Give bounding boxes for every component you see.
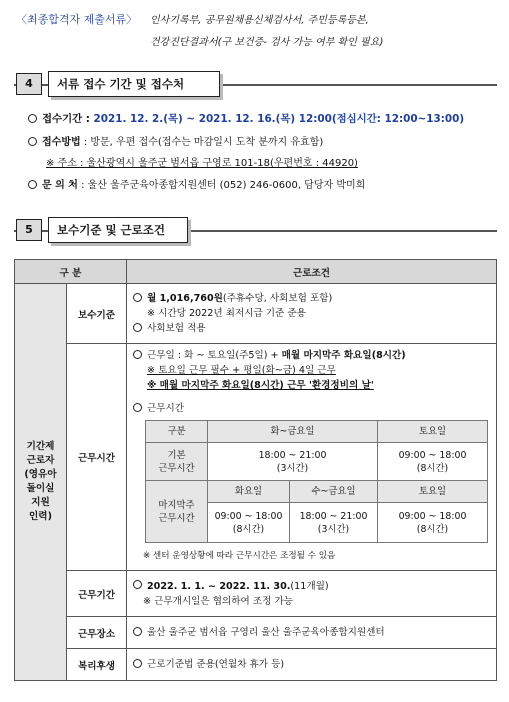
term-label: 근무기간	[67, 571, 127, 617]
work-conditions-table	[14, 259, 497, 681]
section4-number: 4	[16, 73, 42, 95]
term-cell: 2022. 1. 1. ~ 2022. 11. 30.(11개월) ※ 근무개시일은 협의하여 조정 가능	[127, 571, 497, 617]
period-value: 2021. 12. 2.(목) ~ 2021. 12. 16.(목) 12:00(점심시간: 12:00~13:00)	[93, 113, 465, 125]
bullet-circle-icon	[28, 114, 37, 123]
place-cell: 울산 울주군 범서읍 구영리 울산 울주군육아종합지원센터	[127, 617, 497, 649]
hours-note: ※ 센터 운영상황에 따라 근무시간은 조정될 수 있음	[143, 551, 336, 561]
col-header-category: 구 분	[15, 260, 127, 284]
address-line: ※ 주소 : 울산광역시 울주군 범서읍 구영로 101-18(우편번호 : 44920)	[46, 158, 358, 169]
bullet-circle-icon	[133, 403, 142, 412]
hours-cell: 근무일 : 화 ~ 토요일(주5일) + 매월 마지막주 화요일(8시간) ※ 토요일 근무 필수 + 평일(화~금) 4일 근무 ※ 매월 마지막주 화요일(8시간) 근무 '환경정비의 날' 근무시간 구분 화~금요일 토요일 기본 근무시간 18:00 ~ 21:00 (3시간) 09:00 ~ 18:00 (8시간) 마지막주 근무시간 화요일 수~금요일 토요일 09:00 ~ 18:00 (8시간) 18:00 ~ 21:00 (3시간) 09:00 ~ 18:00 (8시간) ※ 센터 운영상황에 따라 근무시간은 조정될 수 있음	[127, 344, 497, 571]
pay-label: 보수기준	[67, 284, 127, 344]
contact-line: 문 의 처 : 울산 울주군육아종합지원센터 (052) 246-0600, 담당자 박미희	[28, 176, 365, 191]
section5-title: 보수기준 및 근로조건	[48, 217, 188, 243]
hours-label: 근무시간	[67, 344, 127, 571]
final-docs-line2: 건강진단결과서(구 보건증- 검사 가능 여부 확인 필요)	[150, 37, 384, 48]
bullet-circle-icon	[133, 580, 142, 589]
bullet-circle-icon	[28, 180, 37, 189]
category-cell: 기간제 근로자 (영유아 돌이실 지원 인력)	[15, 284, 67, 681]
bullet-circle-icon	[133, 323, 142, 332]
final-docs-line1: 인사기록부, 공무원채용신체검사서, 주민등록등본,	[150, 15, 369, 26]
hours-grid: 구분 화~금요일 토요일 기본 근무시간 18:00 ~ 21:00 (3시간) 09:00 ~ 18:00 (8시간) 마지막주 근무시간 화요일 수~금요일 토요일 09:00 ~ 18:00 (8시간) 18:00 ~ 21:00 (3시간) 09:00 ~ 18:00 (8시간)	[145, 420, 488, 543]
place-label: 근무장소	[67, 617, 127, 649]
bullet-circle-icon	[133, 627, 142, 636]
welfare-label: 복리후생	[67, 649, 127, 681]
bullet-circle-icon	[133, 659, 142, 668]
bullet-circle-icon	[28, 137, 37, 146]
col-header-conditions: 근로조건	[127, 260, 497, 284]
section4-title: 서류 접수 기간 및 접수처	[48, 71, 220, 97]
pay-cell: 월 1,016,760원(주휴수당, 사회보험 포함) ※ 시간당 2022년 최저시급 기준 준용 사회보험 적용	[127, 284, 497, 344]
bullet-circle-icon	[133, 350, 142, 359]
final-docs-label: 〈최종합격자 제출서류〉	[16, 13, 138, 26]
welfare-cell: 근로기준법 준용(연월차 휴가 등)	[127, 649, 497, 681]
method-line: 접수방법 : 방문, 우편 접수(접수는 마감일시 도착 분까지 유효함)	[28, 133, 323, 148]
bullet-circle-icon	[133, 293, 142, 302]
period-line: 접수기간 : 2021. 12. 2.(목) ~ 2021. 12. 16.(목) 12:00(점심시간: 12:00~13:00)	[28, 110, 464, 125]
section5-number: 5	[16, 219, 42, 241]
